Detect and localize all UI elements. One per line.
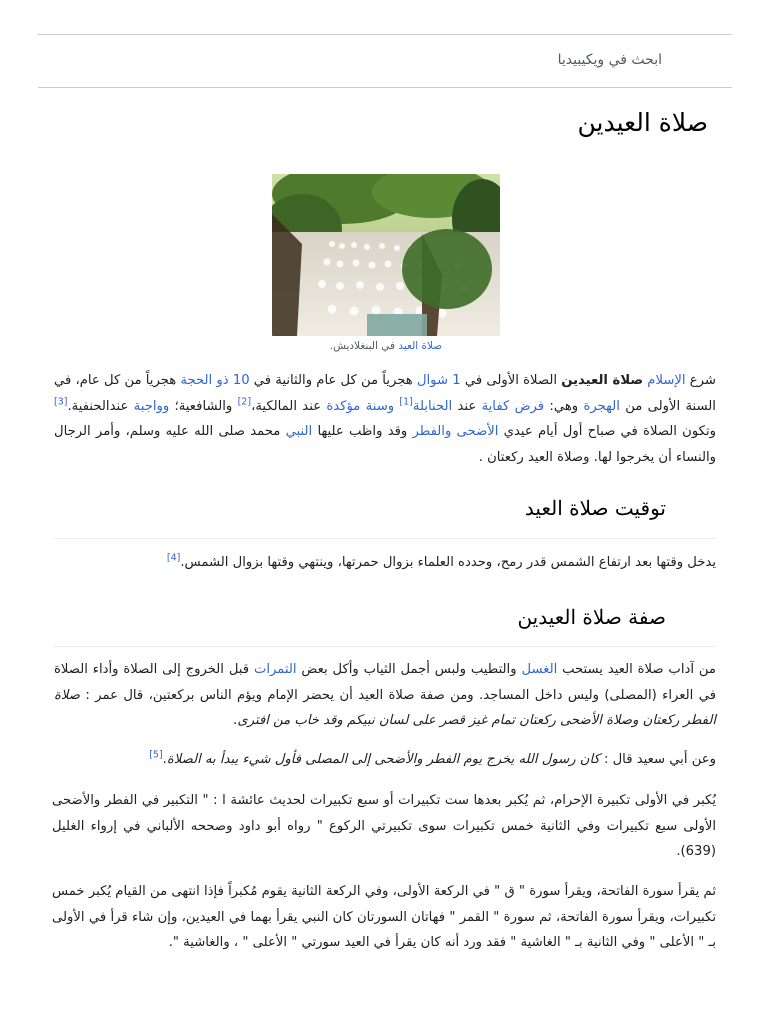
- section-divider: [54, 538, 716, 539]
- link-dhul-hijja[interactable]: 10 ذو الحجة: [180, 373, 250, 388]
- link-nabi[interactable]: النبي: [285, 424, 313, 439]
- section-divider: [54, 646, 716, 647]
- ref-1[interactable]: [1]: [399, 396, 413, 408]
- section-heading-description: صفة صلاة العيدين: [517, 605, 666, 629]
- timing-paragraph: يدخل وقتها بعد ارتفاع الشمس قدر رمح، وحدده العلماء بزوال حمرتها، وينتهي وقتها بزوال الشمس.[4]: [166, 552, 716, 570]
- search-input[interactable]: ابحث في ويكيبيديا: [557, 52, 662, 68]
- ref-3[interactable]: [3]: [54, 396, 68, 408]
- ref-2[interactable]: [2]: [237, 396, 252, 408]
- link-ghusl[interactable]: الغسل: [521, 662, 558, 677]
- link-shawwal[interactable]: 1 شوال: [416, 373, 461, 388]
- caption-link[interactable]: صلاة العيد: [398, 340, 443, 352]
- link-wajiba[interactable]: وواجبة: [133, 398, 170, 414]
- description-paragraph-3: يُكبر في الأولى تكبيرة الإحرام، ثم يُكبر بعدها ست تكبيرات أو سبع تكبيرات لحديث عائشة ا : " التكبير في الفطر والأضحى الأولى سبع تكبيرات وفي الثانية خمس تكبيرات سوى تكبيرتي الركوع " رواه أبو داود وصححه الألباني في إرواء الغليل (639).: [52, 793, 716, 859]
- description-paragraph-2: وعن أبي سعيد قال : كان رسول الله يخرج يوم الفطر والأضحى إلى المصلى فأول شيء يبدأ به الصلاة.[5]: [149, 749, 716, 767]
- ref-4[interactable]: [4]: [166, 552, 181, 564]
- article-figure: [272, 174, 500, 352]
- ref-5[interactable]: [5]: [149, 749, 163, 761]
- eid-prayer-photo[interactable]: [272, 174, 500, 336]
- link-hanabila[interactable]: الحنابلة: [412, 398, 453, 414]
- search-bar[interactable]: [38, 35, 732, 88]
- link-fard-kifaya[interactable]: فرض كفاية: [481, 398, 545, 414]
- quote-abu-saeed: كان رسول الله يخرج يوم الفطر والأضحى إلى المصلى فأول شيء يبدأ به الصلاة: [166, 752, 600, 767]
- description-paragraph-4: ثم يقرأ سورة الفاتحة، ويقرأ سورة " ق " في الركعة الأولى، وفي الركعة الثانية يقوم مُكبراً فإذا انتهى من القيام يُكبر خمس تكبيرات، ويقرأ سورة الفاتحة، ثم سورة " القمر " فهاتان السورتان كان النبي يقرأ بهما في العيدين، وإن شاء قرأ في الأولى بـ " الأعلى " وفي الثانية بـ " الغاشية " فقد ورد أنه كان يقرأ في العيد سورتي " الأعلى " ، والغاشية ".: [52, 884, 716, 950]
- caption-text: في البنغلاديش.: [329, 340, 399, 352]
- link-sunna[interactable]: وسنة مؤكدة: [326, 398, 395, 414]
- link-hijra[interactable]: الهجرة: [583, 398, 620, 414]
- bold-title: صلاة العيدين: [561, 373, 644, 388]
- link-islam[interactable]: الإسلام: [647, 373, 686, 388]
- section-heading-timing: توقيت صلاة العيد: [524, 496, 666, 520]
- intro-paragraph: شرع الإسلام صلاة العيدين الصلاة الأولى في 1 شوال هجرياً من كل عام والثانية في 10 ذو الحجة هجرياً من كل عام، في السنة الأولى من الهجرة وهي: فرض كفاية عند الحنابلة[1] وسنة مؤكدة عند المالكية،[2] والشافعية؛ وواجبة عندالحنفية.[3] وتكون الصلاة في صباح أول أيام عيدي الأضحى والفطر وقد واظب عليها النبي محمد صلى الله عليه وسلم، وأمر الرجال والنساء أن يخرجوا لها. وصلاة العيد ركعتان .: [54, 373, 716, 465]
- link-adha-fitr[interactable]: الأضحى والفطر: [412, 424, 499, 439]
- page-title: صلاة العيدين: [577, 108, 708, 137]
- figure-caption: [272, 340, 500, 352]
- description-paragraph-1: من آداب صلاة العيد يستحب الغسل والتطيب ولبس أجمل الثياب وأكل بعض التمرات قبل الخروج إلى الصلاة وأداء الصلاة في العراء (المصلى) وليس داخل المساجد. ومن صفة صلاة العيد أن يحضر الإمام ويؤم الناس بركعتين، قال عمر : صلاة الفطر ركعتان وصلاة الأضحى ركعتان تمام غيز قصر على لسان نبيكم وقد خاب من افترى.: [54, 662, 716, 728]
- link-tamarat[interactable]: التمرات: [253, 662, 297, 677]
- quote-umar: صلاة الفطر ركعتان وصلاة الأضحى ركعتان تمام غيز قصر على لسان نبيكم وقد خاب من افترى: [54, 687, 716, 728]
